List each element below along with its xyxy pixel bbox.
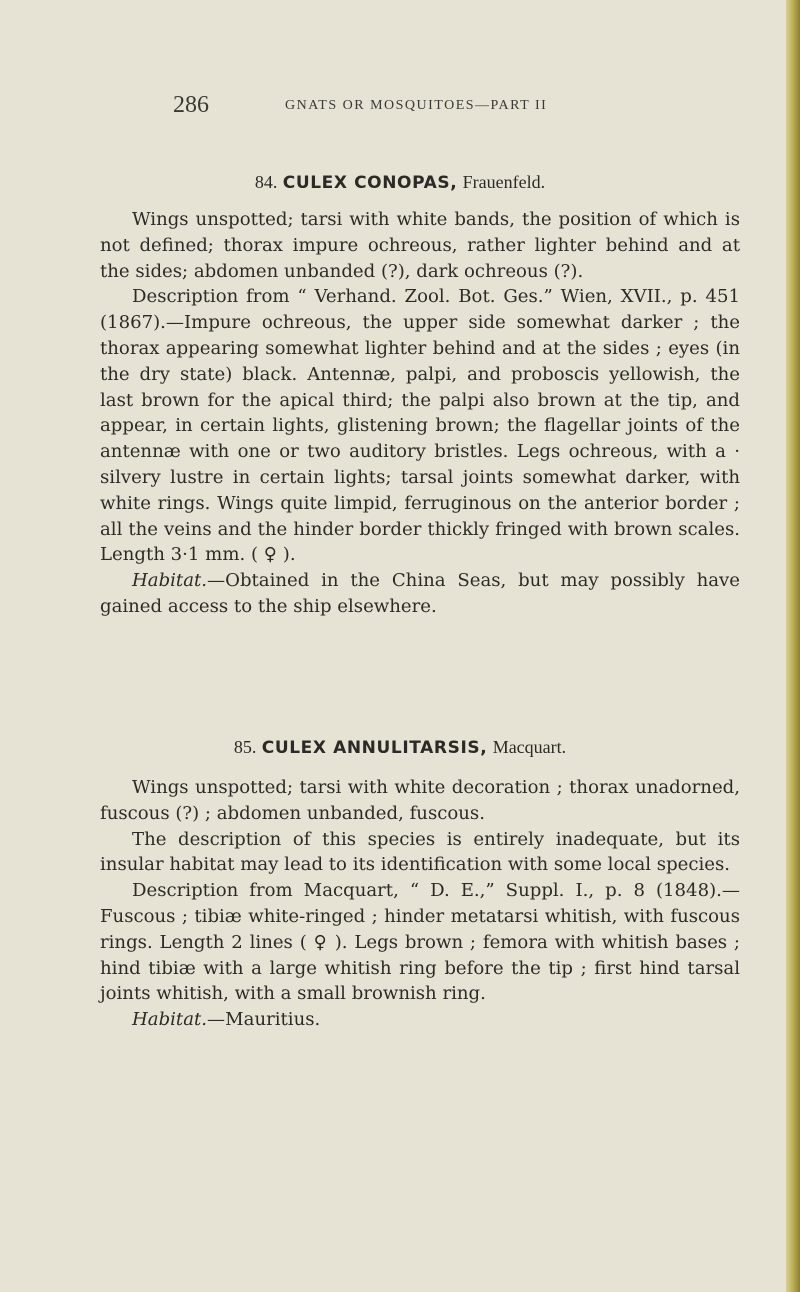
species-entry-85 <box>100 775 740 1033</box>
description-paragraph: Description from “ Verhand. Zool. Bot. Ges.” Wien, XVII., p. 451 (1867).—Impure ochreous, the upper side somewhat darker ; the thorax appearing somewhat lighter behind and at the sides ; eyes (in the dry state) black. Antennæ, palpi, and proboscis yellowish, the last brown for the apical third; the palpi also brown at the tip, and appear, in certain lights, glistening brown; the flagellar joints of the antennæ with one or two auditory bristles. Legs ochreous, with a · silvery lustre in certain lights; tarsal joints somewhat darker, with white rings. Wings quite limpid, ferruginous on the anterior border ; all the veins and the hinder border thickly fringed with brown scales. Length 3·1 mm. ( ♀ ). <box>100 286 740 566</box>
habitat-label: Habitat. <box>132 570 208 592</box>
habitat-paragraph <box>100 568 740 620</box>
habitat-paragraph <box>100 1007 740 1033</box>
page-number: 286 <box>173 92 209 118</box>
species-name: CULEX CONOPAS, <box>282 173 458 193</box>
species-author: Macquart. <box>492 737 567 757</box>
habitat-label: Habitat. <box>132 1009 208 1031</box>
habitat-text: —Obtained in the China Seas, but may possibly have gained access to the ship elsewhere. <box>100 570 740 617</box>
species-heading-84 <box>0 172 800 193</box>
remarks-paragraph: The description of this species is entirely inadequate, but its insular habitat may lead to its identification with some local species. <box>100 828 740 876</box>
species-number: 84. <box>254 172 278 192</box>
species-number: 85. <box>233 737 257 757</box>
diagnosis-paragraph: Wings unspotted; tarsi with white bands, the position of which is not defined; thorax impure ochreous, rather lighter behind and at the sides; abdomen unbanded (?), dark ochreous (?). <box>100 209 740 282</box>
species-entry-84 <box>100 207 740 620</box>
running-head: GNATS OR MOSQUITOES—PART II <box>285 98 548 113</box>
habitat-text: —Mauritius. <box>207 1009 321 1031</box>
species-heading-85 <box>0 737 800 758</box>
species-author: Frauenfeld. <box>462 172 546 192</box>
page-edge <box>786 0 800 1292</box>
page-header <box>173 92 740 122</box>
species-name: CULEX ANNULITARSIS, <box>261 738 488 758</box>
diagnosis-paragraph: Wings unspotted; tarsi with white decoration ; thorax unadorned, fuscous (?) ; abdomen unbanded, fuscous. <box>100 777 740 824</box>
description-paragraph: Description from Macquart, “ D. E.,” Suppl. I., p. 8 (1848).—Fuscous ; tibiæ white-ringed ; hinder metatarsi whitish, with fuscous rings. Length 2 lines ( ♀ ). Legs brown ; femora with whitish bases ; hind tibiæ with a large whitish ring before the tip ; first hind tarsal joints whitish, with a small brownish ring. <box>100 880 740 1005</box>
